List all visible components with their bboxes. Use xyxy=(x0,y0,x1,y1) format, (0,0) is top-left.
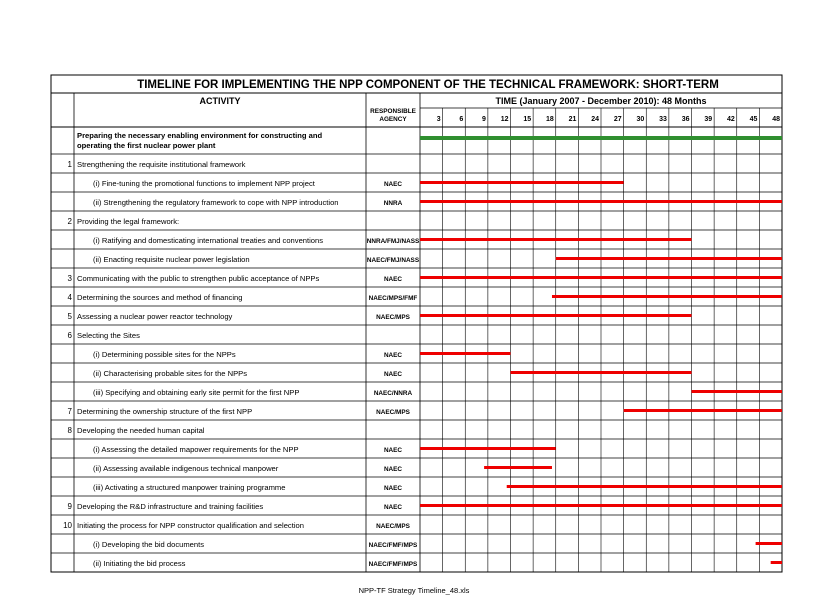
activity-label: Providing the legal framework: xyxy=(77,217,180,226)
activity-number: 7 xyxy=(67,407,72,416)
agency-label: NAEC xyxy=(383,181,403,188)
activity-number: 8 xyxy=(67,426,72,435)
timeline-bar xyxy=(420,238,692,241)
agency-label: NNRA xyxy=(383,200,403,207)
timeline-bar xyxy=(556,257,782,260)
footer-filename: NPP-TF Strategy Timeline_48.xls xyxy=(358,586,470,595)
activity-number: 10 xyxy=(63,521,72,530)
activity-label: (ii) Strengthening the regulatory framework to cope with NPP introduction xyxy=(93,198,339,207)
agency-label: NAEC xyxy=(383,466,403,473)
month-label-15: 15 xyxy=(523,116,532,123)
timeline-bar xyxy=(420,314,692,317)
agency-label: NNRA/FMJ/NASS xyxy=(366,238,420,245)
activity-label: operating the first nuclear power plant xyxy=(77,141,216,150)
activity-label: Developing the needed human capital xyxy=(77,426,205,435)
timeline-bar xyxy=(624,409,782,412)
month-label-30: 30 xyxy=(636,116,645,123)
activity-header: ACTIVITY xyxy=(199,96,241,106)
activity-label: Preparing the necessary enabling environment for constructing and xyxy=(77,131,323,140)
activity-number: 2 xyxy=(67,217,72,226)
agency-header-line1: RESPONSIBLE xyxy=(370,108,416,115)
activity-label: Strengthening the requisite institutional framework xyxy=(77,160,246,169)
timeline-bar xyxy=(552,295,782,298)
activity-label: (iii) Activating a structured manpower training programme xyxy=(93,483,286,492)
activity-label: (i) Fine-tuning the promotional functions to implement NPP project xyxy=(93,179,315,188)
month-label-24: 24 xyxy=(591,116,599,123)
agency-label: NAEC/MPS/FMF xyxy=(368,295,418,302)
agency-label: NAEC xyxy=(383,504,403,511)
agency-label: NAEC xyxy=(383,485,403,492)
agency-label: NAEC/FMJ/NASS xyxy=(366,257,420,264)
activity-label: (iii) Specifying and obtaining early site permit for the first NPP xyxy=(93,388,300,397)
month-label-6: 6 xyxy=(459,116,464,123)
month-label-12: 12 xyxy=(500,116,509,123)
activity-label: Determining the ownership structure of the first NPP xyxy=(77,407,253,416)
month-label-42: 42 xyxy=(726,116,735,123)
timeline-bar xyxy=(771,561,782,564)
activity-label: (i) Ratifying and domesticating international treaties and conventions xyxy=(93,236,324,245)
agency-label: NAEC/MPS xyxy=(376,314,410,321)
month-label-39: 39 xyxy=(704,116,713,123)
agency-header-line2: AGENCY xyxy=(379,116,407,123)
agency-label: NAEC xyxy=(383,352,403,359)
activity-label: Assessing a nuclear power reactor technology xyxy=(77,312,233,321)
month-label-3: 3 xyxy=(436,116,441,123)
timeline-bar xyxy=(420,136,782,140)
agency-label: NAEC/NNRA xyxy=(373,390,413,397)
activity-label: Communicating with the public to strengthen public acceptance of NPPs xyxy=(77,274,320,283)
activity-label: (ii) Characterising probable sites for the NPPs xyxy=(93,369,248,378)
activity-label: (i) Determining possible sites for the NPPs xyxy=(93,350,236,359)
activity-number: 6 xyxy=(67,331,72,340)
activity-number: 9 xyxy=(67,502,72,511)
month-label-9: 9 xyxy=(481,116,486,123)
chart-title: TIMELINE FOR IMPLEMENTING THE NPP COMPONENT OF THE TECHNICAL FRAMEWORK: SHORT-TERM xyxy=(137,79,719,91)
activity-label: Initiating the process for NPP constructor qualification and selection xyxy=(77,521,304,530)
activity-label: Selecting the Sites xyxy=(77,331,140,340)
timeline-bar xyxy=(420,352,511,355)
timeline-bar xyxy=(420,504,782,507)
month-label-33: 33 xyxy=(659,116,667,123)
time-header: TIME (January 2007 - December 2010): 48 Months xyxy=(495,96,707,106)
agency-label: NAEC/MPS xyxy=(376,523,410,530)
activity-label: Developing the R&D infrastructure and training facilities xyxy=(77,502,264,511)
agency-label: NAEC xyxy=(383,371,403,378)
agency-label: NAEC/FMF/MPS xyxy=(368,561,418,568)
activity-label: (ii) Assessing available indigenous technical manpower xyxy=(93,464,279,473)
activity-label: (i) Developing the bid documents xyxy=(93,540,205,549)
month-label-18: 18 xyxy=(545,116,554,123)
agency-label: NAEC/FMF/MPS xyxy=(368,542,418,549)
agency-label: NAEC/MPS xyxy=(376,409,410,416)
activity-number: 1 xyxy=(67,160,72,169)
timeline-bar xyxy=(692,390,783,393)
timeline-bar xyxy=(420,447,556,450)
timeline-bar xyxy=(507,485,782,488)
agency-label: NAEC xyxy=(383,447,403,454)
timeline-bar xyxy=(420,276,782,279)
activity-number: 3 xyxy=(67,274,72,283)
timeline-bar xyxy=(756,542,782,545)
month-label-21: 21 xyxy=(568,116,577,123)
timeline-bar xyxy=(420,181,624,184)
activity-number: 4 xyxy=(67,293,72,302)
activity-label: Determining the sources and method of financing xyxy=(77,293,243,302)
activity-label: (ii) Initiating the bid process xyxy=(93,559,186,568)
month-label-45: 45 xyxy=(749,116,758,123)
timeline-bar xyxy=(420,200,782,203)
month-label-36: 36 xyxy=(681,116,690,123)
month-label-48: 48 xyxy=(772,116,780,123)
month-label-27: 27 xyxy=(613,116,622,123)
timeline-bar xyxy=(511,371,692,374)
activity-label: (ii) Enacting requisite nuclear power legislation xyxy=(93,255,250,264)
activity-label: (i) Assessing the detailed mapower requirements for the NPP xyxy=(93,445,299,454)
agency-label: NAEC xyxy=(383,276,403,283)
timeline-bar xyxy=(484,466,552,469)
activity-number: 5 xyxy=(67,312,72,321)
